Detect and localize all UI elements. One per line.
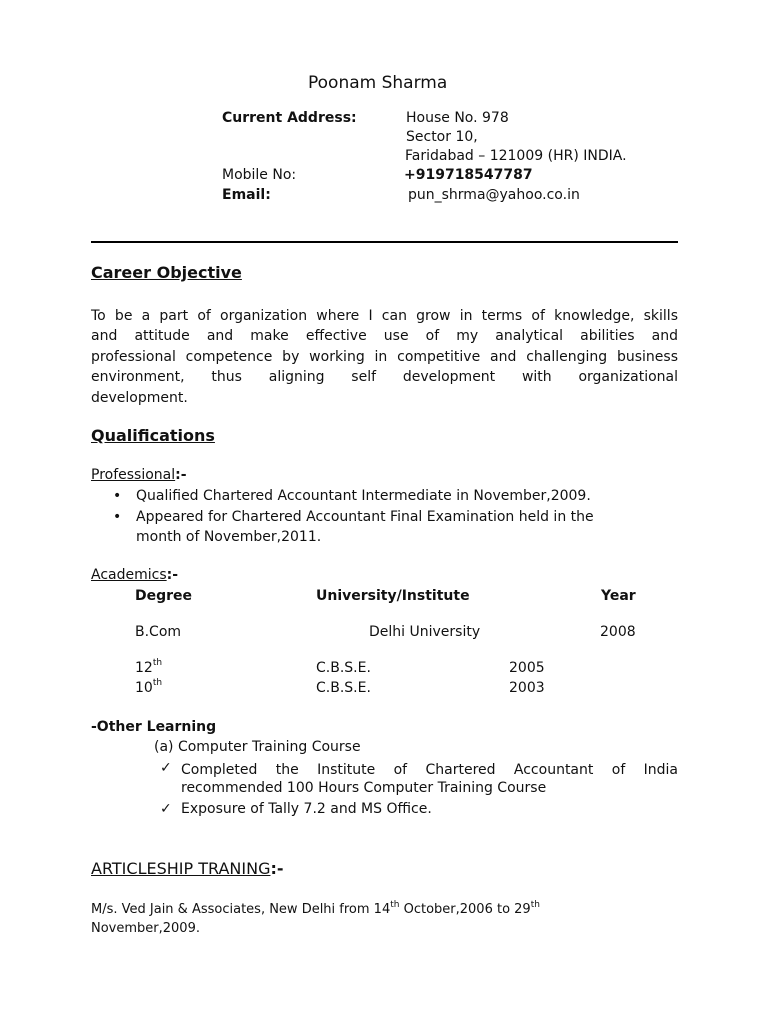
email-value: pun_shrma@yahoo.co.in bbox=[408, 187, 580, 203]
articleship-heading: ARTICLESHIP TRANING bbox=[91, 859, 271, 878]
mobile-value: +919718547787 bbox=[404, 167, 533, 183]
academics-label: Academics bbox=[91, 567, 167, 583]
professional-suffix: :- bbox=[175, 467, 187, 483]
articleship-line-2: November,2009. bbox=[91, 921, 200, 936]
other-learning-heading: -Other Learning bbox=[91, 719, 217, 735]
career-line-1: To be a part of organization where I can grow in terms of knowledge, skills bbox=[91, 308, 678, 324]
candidate-name: Poonam Sharma bbox=[308, 73, 448, 93]
other-learning-item-2: Exposure of Tally 7.2 and MS Office. bbox=[181, 801, 432, 817]
professional-subheading bbox=[91, 467, 187, 483]
address-line-1: House No. 978 bbox=[406, 110, 509, 126]
row-institute: Delhi University bbox=[369, 624, 481, 640]
articleship-suffix: :- bbox=[270, 859, 284, 878]
row-institute: C.B.S.E. bbox=[316, 660, 371, 676]
check-icon: ✓ bbox=[160, 760, 172, 776]
row-year: 2005 bbox=[509, 660, 545, 676]
other-learning-sub: (a) Computer Training Course bbox=[154, 739, 361, 755]
career-line-5: development. bbox=[91, 390, 188, 406]
career-objective-heading: Career Objective bbox=[91, 263, 242, 282]
career-line-3: professional competence by working in competitive and challenging business bbox=[91, 349, 678, 365]
qualifications-heading: Qualifications bbox=[91, 426, 215, 445]
address-line-3: Faridabad – 121009 (HR) INDIA. bbox=[405, 148, 627, 164]
row-degree: 10th bbox=[135, 678, 163, 696]
other-learning-item-1-cont: recommended 100 Hours Computer Training Course bbox=[181, 780, 547, 796]
check-icon: ✓ bbox=[160, 801, 172, 817]
professional-item-2: Appeared for Chartered Accountant Final Examination held in the bbox=[136, 509, 594, 525]
row-degree: 12th bbox=[135, 658, 163, 676]
bullet-icon: • bbox=[113, 509, 122, 525]
row-degree: B.Com bbox=[135, 624, 182, 640]
articleship-line-1: M/s. Ved Jain & Associates, New Delhi from 14th October,2006 to 29th bbox=[91, 900, 540, 917]
academics-subheading bbox=[91, 567, 178, 583]
professional-label: Professional bbox=[91, 467, 176, 483]
table-header-year: Year bbox=[601, 588, 636, 604]
professional-item-1: Qualified Chartered Accountant Intermediate in November,2009. bbox=[136, 488, 591, 504]
address-label: Current Address: bbox=[222, 110, 357, 126]
table-header-institute: University/Institute bbox=[316, 588, 470, 604]
header-divider bbox=[91, 241, 678, 243]
mobile-label: Mobile No: bbox=[222, 167, 297, 183]
address-line-2: Sector 10, bbox=[406, 129, 478, 145]
bullet-icon: • bbox=[113, 488, 122, 504]
career-line-4: environment, thus aligning self development with organizational bbox=[91, 369, 678, 385]
table-header-degree: Degree bbox=[135, 588, 193, 604]
academics-suffix: :- bbox=[166, 567, 179, 583]
articleship-heading-wrap bbox=[91, 859, 284, 878]
row-institute: C.B.S.E. bbox=[316, 680, 371, 696]
row-year: 2008 bbox=[600, 624, 636, 640]
row-year: 2003 bbox=[509, 680, 545, 696]
professional-item-2-cont: month of November,2011. bbox=[136, 529, 322, 545]
career-line-2: and attitude and make effective use of my analytical abilities and bbox=[91, 328, 678, 344]
email-label: Email: bbox=[222, 187, 271, 203]
other-learning-item-1: Completed the Institute of Chartered Accountant of India bbox=[181, 762, 678, 778]
